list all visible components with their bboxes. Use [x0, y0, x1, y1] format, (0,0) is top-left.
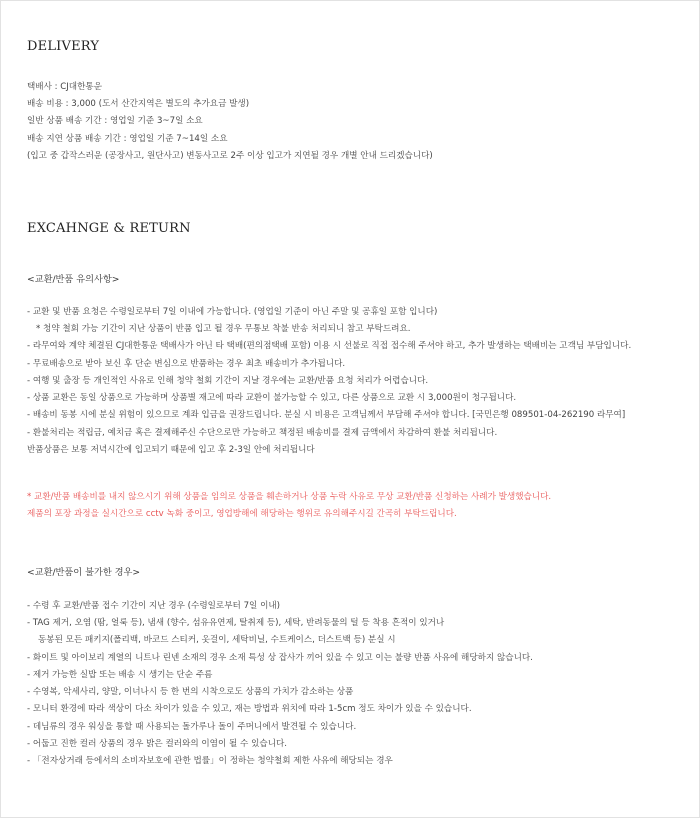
not-allowed-line: - 데님류의 경우 워싱을 통할 때 사용되는 돌가루나 돌이 주머니에서 발견될 수 있습니다. — [27, 722, 357, 732]
delivery-cost: 배송 비용 : 3,000 (도서 산간지역은 별도의 추가요금 발생) — [27, 99, 250, 109]
warning-line: 제품의 포장 과정을 실시간으로 cctv 녹화 중이고, 영업방해에 해당하는 행위로 유의해주시길 간곡히 부탁드립니다. — [27, 509, 457, 519]
delivery-delay-notice: (입고 중 갑작스러운 (공장사고, 원단사고) 변동사고로 2주 이상 입고가 지연될 경우 개별 안내 드리겠습니다) — [27, 151, 433, 161]
notice-line: 반품상품은 보통 저녁시간에 입고되기 때문에 입고 후 2-3일 안에 처리됩니다 — [27, 445, 315, 455]
notice-line: - 교환 및 반품 요청은 수령일로부터 7일 이내에 가능합니다. (영업일 기준이 아닌 주말 및 공휴일 포함 입니다) — [27, 307, 438, 317]
warning-line: * 교환/반품 배송비를 내지 않으시기 위해 상품을 임의로 상품을 훼손하거나 상품 누락 사유로 무상 교환/반품 신청하는 사례가 발생했습니다. — [27, 492, 552, 502]
not-allowed-line: - 「전자상거래 등에서의 소비자보호에 관한 법률」이 정하는 청약철회 제한 사유에 해당되는 경우 — [27, 756, 393, 766]
not-allowed-line: - 모니터 환경에 따라 색상이 다소 차이가 있을 수 있고, 재는 방법과 위치에 따라 1-5cm 정도 차이가 있을 수 있습니다. — [27, 704, 472, 714]
delivery-delayed-period: 배송 지연 상품 배송 기간 : 영업일 기준 7~14일 소요 — [27, 134, 228, 144]
not-allowed-line: - 제거 가능한 실밥 또는 배송 시 생기는 단순 주름 — [27, 670, 213, 680]
not-allowed-line: - 수영복, 악세사리, 양말, 이너나시 등 한 번의 시착으로도 상품의 가치가 감소하는 상품 — [27, 687, 354, 697]
not-allowed-line: - TAG 제거, 오염 (땀, 얼룩 등), 냄새 (향수, 섬유유연제, 탈취제 등), 세탁, 반려동물의 털 등 착용 흔적이 있거나 — [27, 618, 445, 628]
notice-line: * 청약 철회 가능 기간이 지난 상품이 반품 입고 될 경우 무통보 착불 반송 처리되니 참고 부탁드려요. — [36, 324, 411, 334]
delivery-courier: 택배사 : CJ대한통운 — [27, 82, 103, 92]
not-allowed-line: - 화이트 및 아이보리 계열의 니트나 린넨 소재의 경우 소재 특성 상 잡사가 끼어 있을 수 있고 이는 불량 반품 사유에 해당하지 않습니다. — [27, 653, 533, 663]
notice-line: - 상품 교환은 동일 상품으로 가능하며 상품별 재고에 따라 교환이 불가능할 수 있고, 다른 상품으로 교환 시 3,000원이 청구됩니다. — [27, 393, 517, 403]
notice-line: - 환불처리는 적립금, 예치금 혹은 결제해주신 수단으로만 가능하고 책정된 배송비를 결제 금액에서 차감하여 환불 처리됩니다. — [27, 428, 498, 438]
delivery-title: DELIVERY — [27, 39, 100, 54]
not-allowed-line: - 수령 후 교환/반품 접수 기간이 지난 경우 (수령일로부터 7일 이내) — [27, 601, 281, 611]
notice-line: - 라무여와 계약 체결된 CJ대한통운 택배사가 아닌 타 택배(편의점택배 포함) 이용 시 선불로 직접 접수해 주셔야 하고, 추가 발생하는 택배비는 고객님 부담입니다. — [27, 341, 632, 351]
delivery-period: 일반 상품 배송 기간 : 영업일 기준 3~7일 소요 — [27, 116, 203, 126]
exchange-title: EXCAHNGE & RETURN — [27, 221, 191, 236]
notice-title: <교환/반품 유의사항> — [27, 274, 120, 285]
not-allowed-line: - 어둡고 진한 컬러 상품의 경우 밝은 컬러와의 이염이 될 수 있습니다. — [27, 739, 288, 749]
not-allowed-line: 동봉된 모든 패키지(폴리백, 바코드 스티커, 옷걸이, 세탁비닐, 수트케이스, 더스트백 등) 분실 시 — [38, 635, 396, 645]
notice-line: - 배송비 동봉 시에 분실 위험이 있으므로 계좌 입금을 권장드립니다. 분실 시 비용은 고객님께서 부담해 주셔야 합니다. [국민은행 089501-04-262190 라무여] — [27, 410, 626, 420]
notice-line: - 무료배송으로 받아 보신 후 단순 변심으로 반품하는 경우 최초 배송비가 추가됩니다. — [27, 359, 346, 369]
not-allowed-title: <교환/반품이 불가한 경우> — [27, 567, 141, 578]
notice-line: - 여행 및 출장 등 개인적인 사유로 인해 청약 철회 기간이 지날 경우에는 교환/반품 요청 처리가 어렵습니다. — [27, 376, 429, 386]
